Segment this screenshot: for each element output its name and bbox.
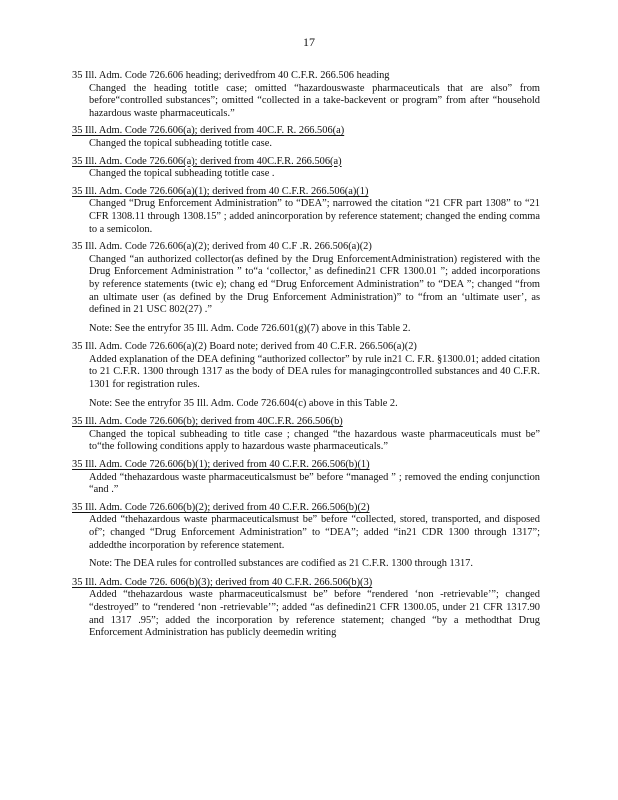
table-entry bbox=[72, 502, 540, 571]
table-entry bbox=[72, 241, 540, 335]
entry-note: Note: The DEA rules for controlled substances are codified as 21 C.F.R. 1300 through 1317. bbox=[89, 558, 473, 570]
entry-heading: 35 Ill. Adm. Code 726.606(b); derived from 40C.F.R. 266.506(b) bbox=[72, 416, 343, 428]
entry-body: Added “thehazardous waste pharmaceuticalsmust be” before “managed ” ; removed the ending conjunction “and .” bbox=[89, 471, 540, 496]
table-entry bbox=[72, 416, 540, 454]
entry-heading: 35 Ill. Adm. Code 726. 606(b)(3); derived from 40 C.F.R. 266.506(b)(3) bbox=[72, 576, 373, 588]
entry-heading: 35 Ill. Adm. Code 726.606(a)(1); derived from 40 C.F.R. 266.506(a)(1) bbox=[72, 185, 369, 197]
table-entry bbox=[72, 156, 540, 181]
entry-heading: 35 Ill. Adm. Code 726.606(a); derived from 40C.F.R. 266.506(a) bbox=[72, 155, 342, 167]
entry-note: Note: See the entryfor 35 Ill. Adm. Code 726.604(c) above in this Table 2. bbox=[89, 397, 398, 409]
entry-body: Changed the heading totitle case; omitted “hazardouswaste pharmaceuticals that are also” from before“controlled substances”; omitted “collected in a take-backevent or program” from after “household hazardous waste pharmaceuticals.” bbox=[89, 82, 540, 119]
table-entry bbox=[72, 186, 540, 236]
entry-body: Changed “Drug Enforcement Administration” to “DEA”; narrowed the citation “21 CFR part 1308” to “21 CFR 1308.11 through 1308.15” ; added anincorporation by reference statement; changed the ending comma to a semicolon. bbox=[89, 198, 540, 235]
entry-heading: 35 Ill. Adm. Code 726.606(a); derived from 40C.F. R. 266.506(a) bbox=[72, 125, 345, 137]
entry-heading: 35 Ill. Adm. Code 726.606(b)(2); derived from 40 C.F.R. 266.506(b)(2) bbox=[72, 501, 370, 513]
entry-body: Changed the topical subheading to title case ; changed “the hazardous waste pharmaceuticals must be” to“the following conditions apply to hazardous waste pharmaceuticals.” bbox=[89, 428, 540, 453]
entry-note: Note: See the entryfor 35 Ill. Adm. Code 726.601(g)(7) above in this Table 2. bbox=[89, 322, 411, 334]
entry-body: Added “thehazardous waste pharmaceuticalsmust be” before “collected, stored, transported, and disposed of”; changed “Drug Enforcement Administration” to “DEA”; added “in21 CDR 1300 through 1317”; addedthe incorporation by reference statement. bbox=[89, 514, 540, 551]
page-number: 17 bbox=[303, 35, 315, 49]
entry-body: Changed “an authorized collector(as defined by the Drug EnforcementAdministration) registered with the Drug Enforcement Administration ” to“a ‘collector,’ as definedin21 CFR 1300.01 ”; added incorporations by reference statements (twic e); chang ed “Drug Enforcement Administration” to “DEA ”; changed “from an ultimate user (as defined by the Drug Enforcement Administration)” to “from an ‘ultimate user’, as defined in 21 USC 802(27) .” bbox=[89, 253, 540, 316]
entry-heading: 35 Ill. Adm. Code 726.606 heading; derivedfrom 40 C.F.R. 266.506 heading bbox=[72, 70, 390, 81]
entry-body: Added explanation of the DEA defining “authorized collector” by rule in21 C. F.R. §1300.01; added citation to 21 C.F.R. 1300 through 1317 as the body of DEA rules for managingcontrolled substances and 40 C.F.R. 1301 for registration rules. bbox=[89, 353, 540, 391]
entry-body: Changed the topical subheading totitle case. bbox=[89, 137, 272, 149]
entry-body: Added “thehazardous waste pharmaceuticalsmust be” before “rendered ‘non -retrievable’”; changed “destroyed” to “rendered ‘non -retrievable’”; added “as definedin21 CFR 1300.05, under 21 CFR 1317.90 and 1317 .95”; added the incorporation by reference statement; changed “by a methodthat Drug Enforcement Administration has publicly deemedin writing bbox=[89, 589, 540, 639]
table-entry bbox=[72, 459, 540, 497]
table-entry bbox=[72, 577, 540, 640]
entry-heading: 35 Ill. Adm. Code 726.606(a)(2); derived from 40 C.F .R. 266.506(a)(2) bbox=[72, 241, 372, 253]
table-entry bbox=[72, 70, 540, 120]
table-entry bbox=[72, 125, 540, 150]
table-content bbox=[72, 70, 540, 645]
table-entry bbox=[72, 341, 540, 410]
entry-heading: 35 Ill. Adm. Code 726.606(a)(2) Board note; derived from 40 C.F.R. 266.506(a)(2) bbox=[72, 341, 417, 353]
entry-heading: 35 Ill. Adm. Code 726.606(b)(1); derived from 40 C.F.R. 266.506(b)(1) bbox=[72, 459, 370, 471]
entry-body: Changed the topical subheading totitle case . bbox=[89, 168, 275, 180]
